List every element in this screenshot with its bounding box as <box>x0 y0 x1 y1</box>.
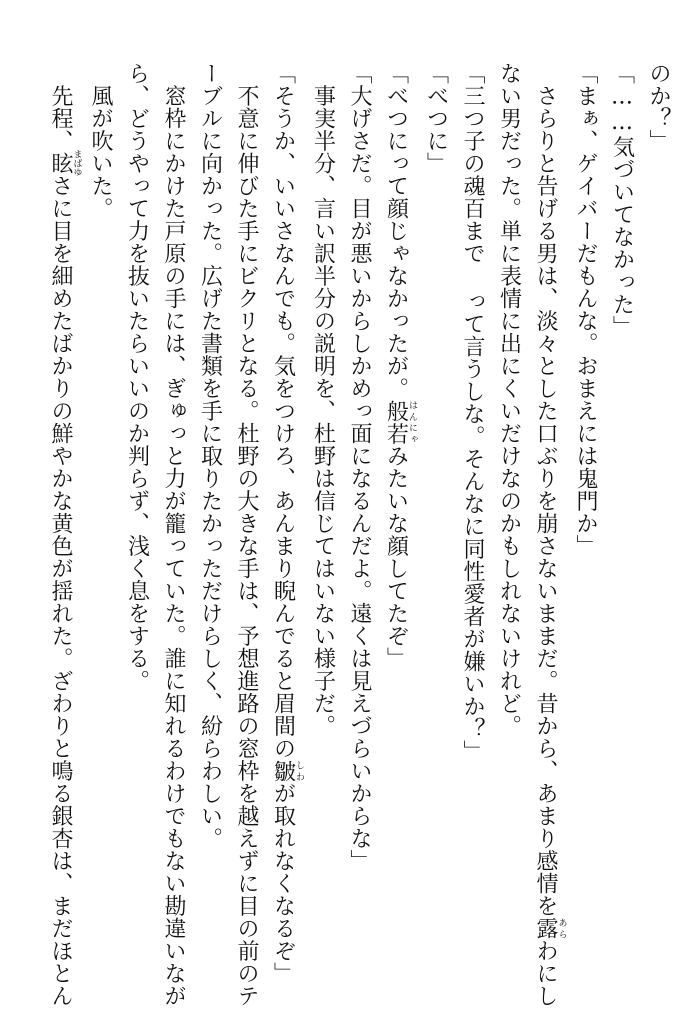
ruby-reading-hannya: はんにゃ <box>407 399 417 445</box>
text-line-9: 「大げさだ。目が悪いからしかめっ面になるんだよ。遠くは見えづらいからな」 <box>347 62 372 872</box>
text-line-7: 「べつに」 <box>423 62 449 175</box>
text-line-14: 窓枠にかけた戸原の手には、ぎゅっと力が籠っていた。誰に知れるわけでもない勘違いなが <box>161 62 186 1007</box>
text-line-3: 「まぁ、ゲイバーだもんな。おまえには鬼門か」 <box>573 62 598 557</box>
ruby-reading-mabayu: まばゆ <box>71 149 82 177</box>
ruby-reading-arawa: あら <box>556 917 567 940</box>
ruby-mabayu: 眩まばゆ <box>48 149 82 177</box>
ruby-reading-shiwa: しわ <box>294 759 304 782</box>
text-line-5: ない男だった。単に表情に出にくいだけなのかもしれないけれど。 <box>496 62 522 737</box>
ruby-hannya: 般若はんにゃ <box>383 399 417 445</box>
text-line-17: 先程、眩まばゆさに目を細めたばかりの鮮やかな黄色が揺れた。ざわりと鳴る銀杏は、まだほとん <box>48 62 82 1007</box>
text-line-15: ら、どうやって力を抜いたらいいのか判らず、浅く息をする。 <box>124 62 150 692</box>
text-line-1: のか？」 <box>646 62 671 152</box>
text-line-8: 「べつにって顔じゃなかったが。般若はんにゃみたいな顔してたぞ」 <box>383 62 417 670</box>
text-line-4: さらりと告げる男は、淡々とした口ぶりを崩さないままだ。昔から、あまり感情を露あらわにし <box>533 62 567 1007</box>
text-line-2: 「……気づいてなかった」 <box>609 62 635 338</box>
text-line-6: 「三つ子の魂百まで って言うしな。そんなに同性愛者が嫌いか？」 <box>460 62 485 763</box>
text-line-11: 「そうか、いいさなんでも。気をつけろ、あんまり睨んでると眉間の皺しわが取れなくなるぞ」 <box>270 62 304 985</box>
text-line-10: 事実半分、言い訳半分の説明を、杜野は信じてはいない様子だ。 <box>310 62 336 737</box>
text-line-12: 不意に伸びた手にビクリとなる。杜野の大きな手は、予想進路の窓枠を越えずに目の前のテ <box>234 62 259 1007</box>
ruby-shiwa: 皺しわ <box>270 759 304 782</box>
vertical-text-body <box>42 62 677 1007</box>
text-line-16: 風が吹いた。 <box>88 62 113 220</box>
ruby-arawa: 露あら <box>533 917 567 940</box>
text-line-13: ーブルに向かった。広げた書類を手に取りたかっただけらしく、紛らわしい。 <box>197 62 223 850</box>
